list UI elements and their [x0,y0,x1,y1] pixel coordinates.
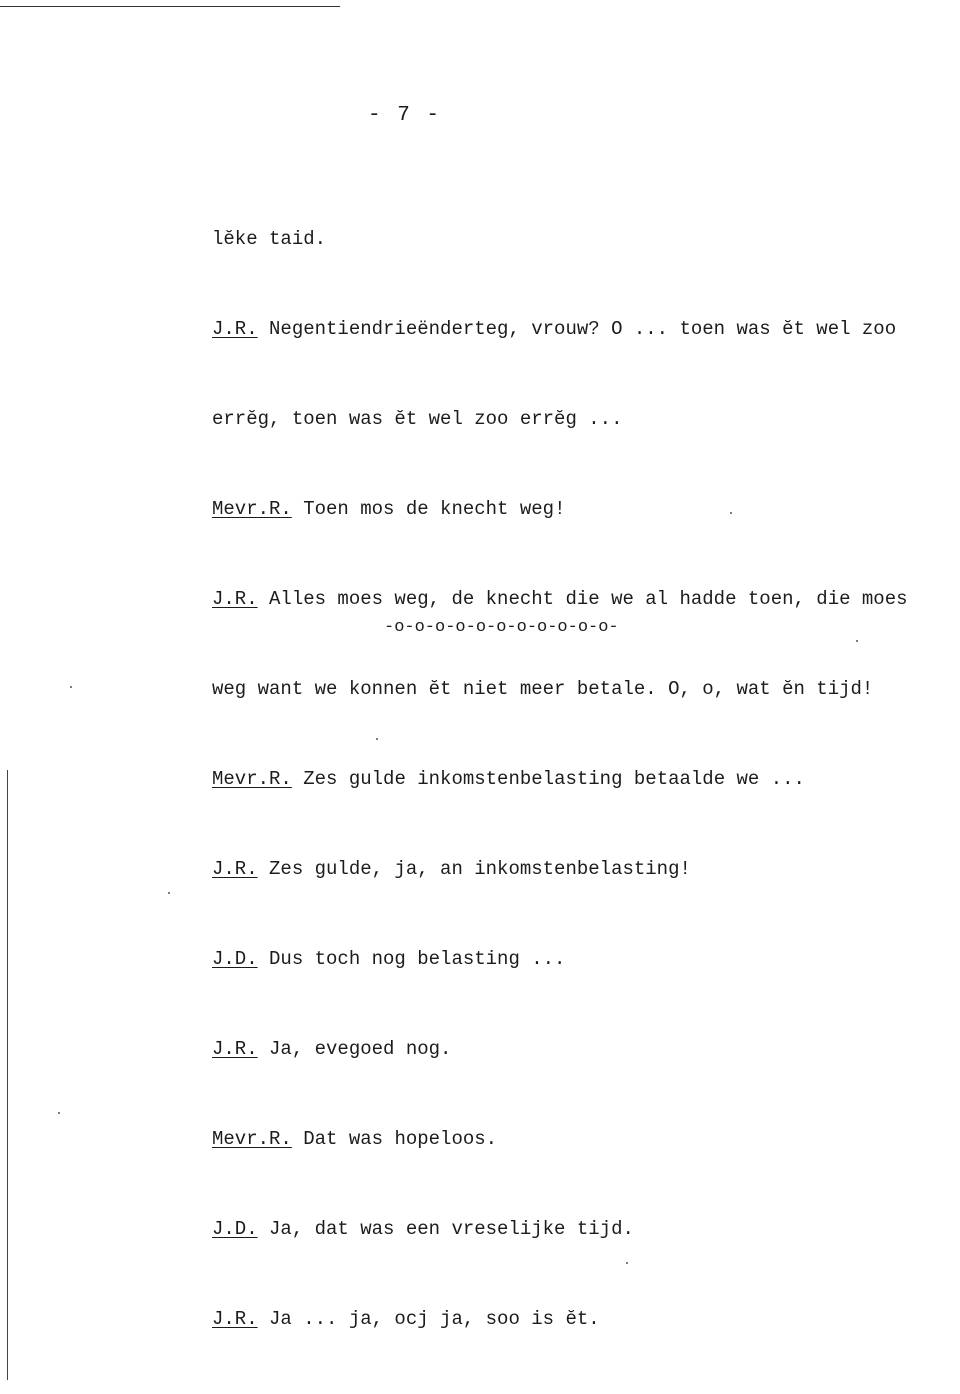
line-text: Ja, dat was een vreselijke tijd. [257,1218,634,1240]
transcript-line [212,854,960,884]
transcript-line [212,584,960,614]
transcript-line [212,494,960,524]
line-text: Zes gulde inkomstenbelasting betaalde we ... [291,768,805,790]
speaker-label: J.D. [212,1218,258,1240]
scan-speck [58,1112,60,1114]
speaker-label: J.R. [212,1038,258,1060]
line-text: Dus toch nog belasting ... [257,948,566,970]
transcript-line [212,1034,960,1064]
left-margin-rule [7,770,8,1380]
scan-speck [856,640,858,642]
scan-speck [70,686,72,688]
scan-speck [730,512,732,514]
line-text: Zes gulde, ja, an inkomstenbelasting! [257,858,691,880]
line-text: Toen mos de knecht weg! [291,498,566,520]
page-number: - 7 - [368,104,442,127]
speaker-label: J.R. [212,1308,258,1330]
transcript-line [212,1304,960,1334]
scan-speck [626,1262,628,1264]
speaker-label: J.R. [212,858,258,880]
speaker-label: Mevr.R. [212,768,292,790]
transcript-line [212,224,960,254]
section-separator: -o-o-o-o-o-o-o-o-o-o-o- [384,618,619,637]
transcript-line [212,1214,960,1244]
transcript-line [212,1124,960,1154]
transcript-line [212,674,960,704]
speaker-label: Mevr.R. [212,498,292,520]
speaker-label: J.R. [212,588,258,610]
scan-speck [376,738,378,740]
line-text: errĕg, toen was ĕt wel zoo errĕg ... [212,408,623,430]
speaker-label: J.D. [212,948,258,970]
line-text: lĕke taid. [212,228,327,250]
transcript-line [212,944,960,974]
transcript-line [212,764,960,794]
line-text: Dat was hopeloos. [291,1128,498,1150]
top-margin-rule [0,6,340,7]
line-text: Alles moes weg, de knecht die we al hadde toen, die moes [257,588,908,610]
transcript-line [212,404,960,434]
scan-speck [168,892,170,894]
speaker-label: Mevr.R. [212,1128,292,1150]
line-text: Ja, evegoed nog. [257,1038,452,1060]
line-text: weg want we konnen ĕt niet meer betale. O, o, wat ĕn tijd! [212,678,874,700]
transcript-body [212,164,960,1394]
line-text: Negentiendrieënderteg, vrouw? O ... toen was ĕt wel zoo [257,318,897,340]
transcript-line [212,314,960,344]
speaker-label: J.R. [212,318,258,340]
line-text: Ja ... ja, ocj ja, soo is ĕt. [257,1308,600,1330]
